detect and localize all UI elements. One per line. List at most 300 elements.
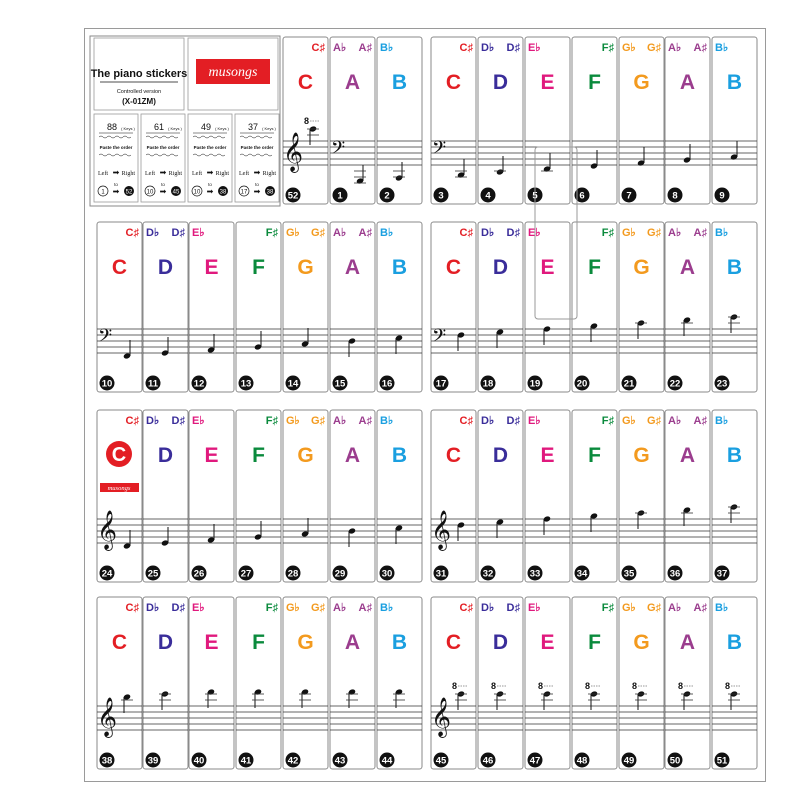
note-letter: F: [588, 71, 601, 94]
key-sticker: [236, 597, 281, 769]
key-sticker-frame: [478, 37, 523, 204]
key-sticker-frame: [619, 37, 664, 204]
key-sticker: [97, 597, 142, 769]
key-number: 42: [287, 755, 299, 767]
key-sticker: [665, 410, 710, 582]
key-number: 40: [193, 755, 205, 767]
key-number: 19: [529, 378, 541, 390]
accidental-label: C♯: [125, 415, 139, 427]
note-letter: G: [633, 71, 650, 94]
accidental-label: A♯: [358, 415, 372, 427]
key-number: 37: [716, 568, 728, 580]
to-label: to: [161, 182, 165, 187]
octave-mark: 8: [538, 681, 544, 691]
accidental-label: G♭: [622, 227, 636, 239]
note-letter: F: [252, 631, 265, 654]
note-letter: B: [726, 256, 743, 279]
key-sticker: [478, 37, 523, 204]
note-letter: G: [633, 444, 650, 467]
arrow-right-icon: ➡: [253, 168, 261, 177]
key-number: 28: [287, 568, 299, 580]
key-unit: ( Keys ): [168, 126, 182, 131]
key-count: 49: [200, 122, 212, 132]
accidental-label: D♭: [481, 415, 495, 427]
key-sticker: [619, 597, 664, 769]
sticker-sheet: [84, 28, 766, 782]
key-sticker-frame: [431, 37, 476, 204]
accidental-label: A♯: [358, 602, 372, 614]
key-sticker: [330, 37, 375, 204]
left-label: Left: [192, 171, 202, 177]
key-sticker: [619, 37, 664, 204]
key-number: 49: [623, 755, 635, 767]
accidental-label: A♯: [693, 602, 707, 614]
accidental-label: A♭: [668, 602, 682, 614]
key-sticker: [525, 222, 570, 392]
bass-clef-icon: 𝄢: [432, 326, 447, 351]
key-sticker-frame: [236, 410, 281, 582]
key-number: 36: [669, 568, 681, 580]
accidental-label: G♯: [310, 227, 325, 239]
note-letter: C: [445, 71, 462, 94]
octave-mark: 8: [632, 681, 638, 691]
accidental-label: G♯: [646, 42, 661, 54]
accidental-label: C♯: [311, 42, 325, 54]
key-number: 52: [287, 190, 299, 202]
arrow-right-icon: ➡: [253, 187, 261, 196]
key-number: 38: [101, 755, 113, 767]
key-number: 46: [482, 755, 494, 767]
accidental-label: G♭: [286, 415, 300, 427]
paste-label: Paste the order: [240, 145, 274, 150]
sheet-title: The piano stickers: [90, 68, 188, 80]
key-number: 31: [435, 568, 447, 580]
key-number: 34: [576, 568, 588, 580]
key-sticker-frame: [665, 222, 710, 392]
key-sticker-frame: [665, 597, 710, 769]
note-letter: A: [679, 256, 696, 279]
key-sticker-frame: [330, 37, 375, 204]
note-letter: G: [297, 444, 314, 467]
range-end: 45: [172, 189, 180, 196]
key-unit: ( Keys ): [121, 126, 135, 131]
key-count: 61: [153, 122, 165, 132]
note-letter: D: [492, 444, 509, 467]
accidental-label: D♭: [481, 42, 495, 54]
key-sticker-frame: [431, 410, 476, 582]
accidental-label: E♭: [528, 602, 541, 614]
key-sticker-frame: [283, 410, 328, 582]
key-sticker: [478, 222, 523, 392]
note-letter: E: [204, 444, 219, 467]
key-number: 9: [719, 190, 725, 202]
key-sticker: [330, 410, 375, 582]
octave-mark: 8: [452, 681, 458, 691]
key-sticker: [619, 410, 664, 582]
key-sticker: [283, 410, 328, 582]
accidental-label: A♯: [358, 42, 372, 54]
key-count: 37: [247, 122, 259, 132]
key-sticker: [525, 410, 570, 582]
key-sticker-frame: [572, 222, 617, 392]
accidental-label: C♯: [125, 602, 139, 614]
note-letter: B: [726, 71, 743, 94]
octave-mark: 8: [304, 116, 310, 126]
paste-label: Paste the order: [193, 145, 227, 150]
brand-name: musongs: [107, 485, 131, 492]
range-end: 38: [266, 189, 274, 196]
key-sticker-frame: [377, 222, 422, 392]
note-letter: E: [540, 444, 555, 467]
keyboard-size-card: [141, 114, 185, 202]
key-number: 23: [716, 378, 728, 390]
accidental-label: E♭: [192, 415, 205, 427]
treble-clef-icon: 𝄞: [431, 510, 452, 550]
key-number: 35: [623, 568, 635, 580]
key-number: 17: [435, 378, 447, 390]
key-number: 4: [485, 190, 491, 202]
accidental-label: G♯: [646, 602, 661, 614]
bass-clef-icon: 𝄢: [432, 138, 447, 163]
accidental-label: B♭: [380, 227, 394, 239]
note-letter: B: [726, 631, 743, 654]
note-letter: E: [540, 71, 555, 94]
key-sticker: [143, 222, 188, 392]
accidental-label: F♯: [601, 415, 614, 427]
brand-logo-text: musongs: [208, 65, 258, 80]
key-sticker: [283, 597, 328, 769]
note-letter: B: [391, 631, 408, 654]
key-number: 21: [623, 378, 635, 390]
accidental-label: B♭: [380, 602, 394, 614]
key-sticker: [189, 222, 234, 392]
key-number: 11: [147, 378, 159, 390]
key-sticker-frame: [330, 410, 375, 582]
accidental-label: B♭: [715, 602, 729, 614]
note-letter: F: [252, 444, 265, 467]
note-letter: F: [588, 631, 601, 654]
accidental-label: D♯: [506, 42, 520, 54]
key-sticker-frame: [665, 410, 710, 582]
key-sticker: [572, 410, 617, 582]
key-sticker: [377, 597, 422, 769]
accidental-label: D♯: [506, 602, 520, 614]
key-sticker-frame: [143, 597, 188, 769]
key-sticker-frame: [189, 410, 234, 582]
accidental-label: D♭: [481, 602, 495, 614]
key-sticker: [478, 597, 523, 769]
accidental-label: D♯: [171, 415, 185, 427]
key-sticker-frame: [189, 597, 234, 769]
note-letter: A: [679, 631, 696, 654]
accidental-label: B♭: [380, 415, 394, 427]
key-sticker: [712, 597, 757, 769]
key-sticker-frame: [665, 37, 710, 204]
accidental-label: C♯: [459, 602, 473, 614]
accidental-label: G♭: [286, 602, 300, 614]
key-number: 18: [482, 378, 494, 390]
note-letter: F: [588, 256, 601, 279]
accidental-label: G♯: [646, 227, 661, 239]
key-sticker-frame: [619, 410, 664, 582]
accidental-label: D♭: [146, 602, 160, 614]
key-number: 3: [438, 190, 444, 202]
key-number: 29: [334, 568, 346, 580]
right-label: Right: [168, 171, 182, 177]
accidental-label: A♭: [668, 415, 682, 427]
accidental-label: G♭: [622, 42, 636, 54]
accidental-label: B♭: [380, 42, 394, 54]
note-letter: E: [540, 631, 555, 654]
key-sticker-frame: [619, 222, 664, 392]
note-letter: G: [297, 256, 314, 279]
note-letter: D: [157, 444, 174, 467]
note-letter: E: [204, 631, 219, 654]
key-sticker-frame: [712, 597, 757, 769]
range-start: 10: [193, 189, 201, 196]
octave-mark: 8: [491, 681, 497, 691]
range-start: 10: [146, 189, 154, 196]
note-letter: C: [111, 631, 128, 654]
note-letter: G: [633, 631, 650, 654]
key-number: 22: [669, 378, 681, 390]
octave-mark: 8: [725, 681, 731, 691]
key-sticker: [665, 37, 710, 204]
key-sticker-frame: [377, 597, 422, 769]
header-panel: [90, 36, 280, 206]
accidental-label: A♯: [693, 42, 707, 54]
key-number: 20: [576, 378, 588, 390]
treble-clef-icon: 𝄞: [97, 697, 118, 737]
arrow-right-icon: ➡: [112, 187, 120, 196]
key-sticker: [283, 37, 328, 204]
accidental-label: A♭: [333, 415, 347, 427]
note-letter: E: [204, 256, 219, 279]
key-sticker: [478, 410, 523, 582]
key-number: 1: [337, 190, 343, 202]
key-sticker: [525, 597, 570, 769]
key-sticker: [97, 222, 142, 392]
accidental-label: A♯: [693, 415, 707, 427]
key-sticker-frame: [236, 597, 281, 769]
note-letter: C: [111, 444, 127, 466]
key-sticker-frame: [143, 410, 188, 582]
note-letter: B: [726, 444, 743, 467]
left-label: Left: [145, 171, 155, 177]
note-letter: B: [391, 444, 408, 467]
arrow-right-icon: ➡: [206, 168, 214, 177]
key-number: 12: [193, 378, 205, 390]
key-sticker: [377, 222, 422, 392]
accidental-label: G♯: [310, 415, 325, 427]
accidental-label: C♯: [459, 42, 473, 54]
key-sticker: [377, 410, 422, 582]
arrow-right-icon: ➡: [159, 187, 167, 196]
key-sticker-frame: [283, 222, 328, 392]
key-number: 47: [529, 755, 541, 767]
key-sticker: [619, 222, 664, 392]
key-number: 43: [334, 755, 346, 767]
accidental-label: G♭: [622, 415, 636, 427]
accidental-label: A♭: [333, 42, 347, 54]
to-label: to: [208, 182, 212, 187]
key-number: 41: [240, 755, 252, 767]
key-sticker-frame: [712, 37, 757, 204]
to-label: to: [114, 182, 118, 187]
accidental-label: D♭: [146, 415, 160, 427]
key-sticker-frame: [189, 222, 234, 392]
key-sticker-frame: [97, 597, 142, 769]
key-sticker-frame: [619, 597, 664, 769]
note-letter: A: [679, 71, 696, 94]
accidental-label: A♭: [333, 602, 347, 614]
key-sticker-frame: [97, 222, 142, 392]
key-sticker: [665, 222, 710, 392]
accidental-label: D♯: [171, 602, 185, 614]
key-number: 6: [579, 190, 585, 202]
range-end: 52: [125, 189, 133, 196]
sheet-model: (X-01ZM): [122, 97, 156, 106]
key-sticker: [431, 410, 476, 582]
accidental-label: E♭: [528, 227, 541, 239]
key-sticker-frame: [330, 222, 375, 392]
key-number: 25: [147, 568, 159, 580]
arrow-right-icon: ➡: [206, 187, 214, 196]
arrow-right-icon: ➡: [112, 168, 120, 177]
key-sticker-frame: [143, 222, 188, 392]
key-number: 15: [334, 378, 346, 390]
key-sticker: [189, 597, 234, 769]
accidental-label: G♭: [622, 602, 636, 614]
treble-clef-icon: 𝄞: [431, 697, 452, 737]
key-sticker-frame: [572, 37, 617, 204]
key-number: 27: [240, 568, 252, 580]
accidental-label: F♯: [265, 415, 278, 427]
range-start: 1: [101, 189, 105, 196]
arrow-right-icon: ➡: [159, 168, 167, 177]
range-end: 38: [219, 189, 227, 196]
accidental-label: C♯: [459, 227, 473, 239]
key-sticker: [97, 410, 142, 582]
note-letter: A: [344, 256, 361, 279]
accidental-label: F♯: [601, 42, 614, 54]
left-label: Left: [98, 171, 108, 177]
key-sticker: [572, 597, 617, 769]
right-label: Right: [262, 171, 276, 177]
key-sticker: [525, 37, 570, 204]
key-number: 30: [381, 568, 393, 580]
treble-clef-icon: 𝄞: [97, 510, 118, 550]
key-sticker: [431, 37, 476, 204]
key-sticker-frame: [525, 410, 570, 582]
key-number: 10: [101, 378, 113, 390]
key-sticker-frame: [572, 410, 617, 582]
key-number: 2: [384, 190, 390, 202]
accidental-label: B♭: [715, 227, 729, 239]
key-number: 39: [147, 755, 159, 767]
key-sticker-frame: [525, 597, 570, 769]
key-number: 51: [716, 755, 728, 767]
left-label: Left: [239, 171, 249, 177]
note-letter: C: [445, 256, 462, 279]
key-sticker-frame: [236, 222, 281, 392]
key-number: 33: [529, 568, 541, 580]
key-sticker: [143, 410, 188, 582]
key-sticker: [712, 222, 757, 392]
bass-clef-icon: 𝄢: [331, 138, 346, 163]
paste-label: Paste the order: [99, 145, 133, 150]
right-label: Right: [121, 171, 135, 177]
key-sticker-frame: [572, 597, 617, 769]
key-sticker: [712, 410, 757, 582]
key-sticker: [236, 222, 281, 392]
note-letter: G: [297, 631, 314, 654]
key-sticker: [431, 222, 476, 392]
key-number: 24: [101, 568, 113, 580]
key-unit: ( Keys ): [215, 126, 229, 131]
key-sticker-frame: [377, 410, 422, 582]
key-unit: ( Keys ): [262, 126, 276, 131]
key-sticker: [330, 222, 375, 392]
accidental-label: D♭: [481, 227, 495, 239]
note-letter: D: [157, 256, 174, 279]
accidental-label: E♭: [528, 42, 541, 54]
key-number: 44: [381, 755, 393, 767]
note-letter: C: [445, 444, 462, 467]
note-letter: A: [344, 631, 361, 654]
key-sticker-frame: [478, 222, 523, 392]
key-sticker: [283, 222, 328, 392]
octave-mark: 8: [585, 681, 591, 691]
note-letter: A: [344, 444, 361, 467]
accidental-label: F♯: [601, 602, 614, 614]
note-letter: A: [679, 444, 696, 467]
key-sticker-frame: [712, 410, 757, 582]
octave-mark: 8: [678, 681, 684, 691]
accidental-label: C♯: [125, 227, 139, 239]
treble-clef-icon: 𝄞: [283, 132, 304, 172]
note-letter: G: [633, 256, 650, 279]
key-sticker-frame: [97, 410, 142, 582]
note-letter: C: [111, 256, 128, 279]
key-sticker: [236, 410, 281, 582]
accidental-label: F♯: [265, 227, 278, 239]
key-number: 45: [435, 755, 447, 767]
accidental-label: C♯: [459, 415, 473, 427]
key-sticker-frame: [330, 597, 375, 769]
key-number: 48: [576, 755, 588, 767]
paste-label: Paste the order: [146, 145, 180, 150]
note-letter: A: [344, 71, 361, 94]
note-letter: D: [492, 71, 509, 94]
note-letter: F: [252, 256, 265, 279]
key-sticker: [572, 222, 617, 392]
accidental-label: A♭: [668, 42, 682, 54]
accidental-label: D♯: [171, 227, 185, 239]
accidental-label: A♭: [668, 227, 682, 239]
keyboard-size-card: [188, 114, 232, 202]
accidental-label: A♯: [693, 227, 707, 239]
accidental-label: E♭: [528, 415, 541, 427]
range-start: 17: [240, 189, 248, 196]
key-sticker-frame: [283, 597, 328, 769]
key-number: 50: [669, 755, 681, 767]
keyboard-size-card: [94, 114, 138, 202]
note-letter: C: [445, 631, 462, 654]
key-sticker-frame: [525, 37, 570, 204]
key-number: 13: [240, 378, 252, 390]
to-label: to: [255, 182, 259, 187]
